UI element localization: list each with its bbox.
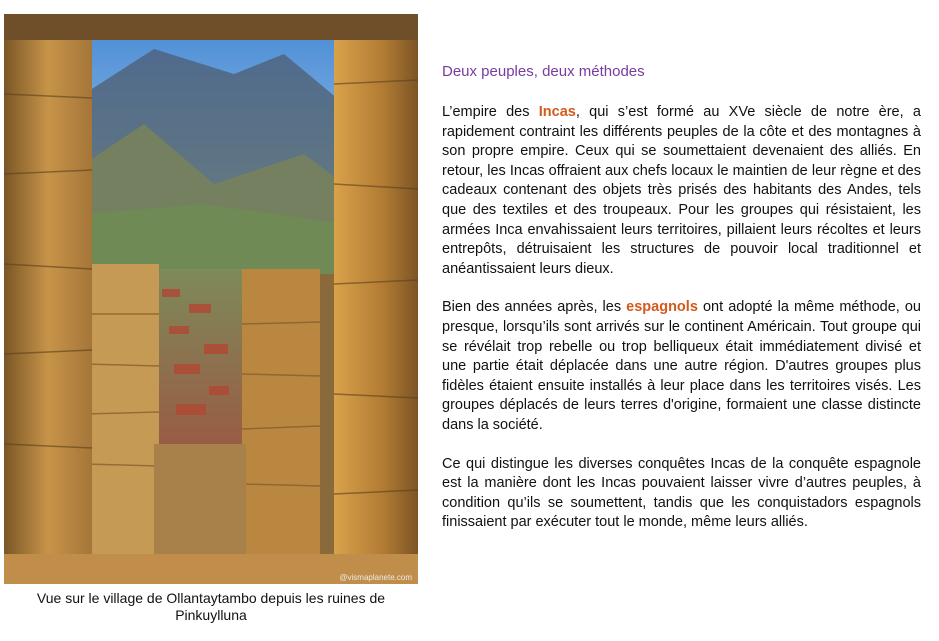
- paragraph-2: [442, 298, 921, 435]
- photo-caption: Vue sur le village de Ollantaytambo depuis les ruines de Pinkuylluna: [36, 590, 386, 623]
- highlight-espagnols: espagnols: [626, 299, 698, 316]
- article-body: [442, 62, 921, 552]
- section-heading: Deux peuples, deux méthodes: [442, 63, 645, 80]
- paragraph-1-rest: , qui s’est formé au XVe siècle de notre ère, a rapidement contraint les différents peuples de la côte et des montagnes à son propre empire. Ceux qui se soumettaient devenaient des alliés. En retour, les Incas offraient aux chefs locaux le maintien de leur règne et des cadeaux contenant des objets très prisés des habitants des Andes, tels que des textiles et des troupeaux. Pour les groupes qui résistaient, les armées Inca envahissaient leurs territoires, pillaient leurs récoltes et leurs entrepôts, détruisaient les structures de pouvoir local traditionnel et anéantissaient leurs dieux.: [442, 104, 922, 277]
- paragraph-2-start: Bien des années après, les: [442, 299, 627, 316]
- photo-illustration: [4, 14, 418, 584]
- paragraph-1: [442, 103, 921, 279]
- paragraph-1-start: L’empire des: [442, 104, 539, 120]
- photo-watermark: @vismaplanete.com: [339, 573, 412, 582]
- ruins-window-photo: [4, 14, 418, 584]
- paragraph-2-rest: ont adopté la même méthode, ou presque, lorsqu’ils sont arrivés sur le continent Américain. Tout groupe qui se révélait trop rebelle ou trop belliqueux était immédiatement divisé et une partie était déplacée dans une autre région. D'autres groupes plus fidèles étaient ensuite installés à leur place dans les territoires visés. Les groupes déplacés de leurs terres d'origine, formaient une classe distincte dans la société.: [442, 299, 921, 433]
- paragraph-3: Ce qui distingue les diverses conquêtes Incas de la conquête espagnole est la manière dont les Incas pouvaient laisser vivre d’autres peuples, à condition qu’ils se soumettent, tandis que les conquistadors espagnols finissaient par exécuter tout le monde, même leurs alliés.: [442, 455, 921, 531]
- highlight-incas: Incas: [538, 104, 576, 120]
